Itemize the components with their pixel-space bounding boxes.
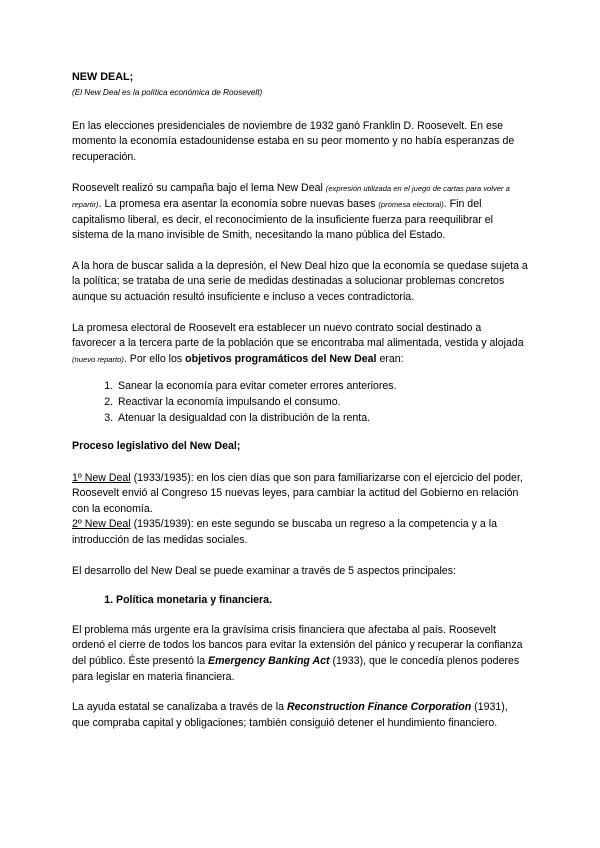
paragraph-aspects: El desarrollo del New Deal se puede examinar a través de 5 aspectos principales: [72,564,456,577]
paragraph-campaign [72,181,528,243]
document-title: NEW DEAL; [72,71,134,83]
text-span: (1935/1939): en este segundo se buscaba un regreso a la competencia y a la introducción de las medidas sociales. [72,518,497,547]
paragraph-second-new-deal [72,517,528,548]
paragraph-first-new-deal [72,471,528,518]
text-span: (1931), que compraba capital y obligaciones; también consiguió detener el hundimiento financiero. [72,701,508,729]
note-promise: (promesa electoral) [378,199,444,209]
section-heading-legislative: Proceso legislativo del New Deal; [72,440,241,453]
first-new-deal-label: 1º New Deal [72,471,131,484]
reconstruction-finance-corporation: Reconstruction Finance Corporation [286,701,472,714]
objectives-list [72,379,528,426]
paragraph-elections: En las elecciones presidenciales de noviembre de 1932 ganó Franklin D. Roosevelt. En ese momento la economía estadounidense estaba en su peor momento y no había esperanzas de recuperación. [72,119,515,163]
text-span: (1933), que le concedía plenos poderes para legislar en materia financiera. [72,655,520,683]
paragraph-depression: A la hora de buscar salida a la depresión, el New Deal hizo que la economía se quedase sujeta a la política; se trataba de una serie de medidas destinadas a solucionar problemas concretos aunque su actuación resultó insuficiente e incluso a veces contradictoria. [72,259,528,303]
text-span: Roosevelt realizó su campaña bajo el lema New Deal [72,182,326,195]
text-span: . Por ello los [123,352,186,365]
note-new-deal: (nuevo reparto) [72,354,124,364]
sections-list [72,593,528,609]
emergency-banking-act: Emergency Banking Act [208,655,330,668]
section-heading-monetary: 1. Política monetaria y financiera. [116,593,528,609]
objectives-bold: objetivos programáticos del New Deal [185,352,377,365]
text-span: . Fin del capitalismo liberal, es decir, el reconocimiento de la insuficiente fuerza para reequilibrar el sistema de la mano invisible de Smith, necesitando la mano pública del Estado. [72,197,494,242]
list-item: 2. Reactivar la economía impulsando el consumo. [116,395,528,411]
paragraph-financial-crisis [72,623,528,685]
paragraph-promise [72,321,528,368]
second-new-deal-label: 2º New Deal [72,518,131,531]
list-item: 1. Sanear la economía para evitar cometer errores anteriores. [116,379,528,395]
list-item: 3. Atenuar la desigualdad con la distribución de la renta. [116,411,528,427]
text-span: La ayuda estatal se canalizaba a través de la [72,701,287,714]
text-span: La promesa electoral de Roosevelt era establecer un nuevo contrato social destinado a favorecer a la tercera parte de la población que se encontraba mal alimentada, vestida y alojada [72,321,524,350]
document-subtitle: (El New Deal es la política económica de Roosevelt) [72,87,263,97]
text-span: El problema más urgente era la gravísima crisis financiera que afectaba al país. Roosevelt ordenó el cierre de todos los bancos para evitar la extensión del pánico y recuperar la confianza del público. Éste presentó la [72,623,523,668]
note-cards: (expresión utilizada en el juego de cartas para volver a repartir) [72,184,510,209]
text-span: (1933/1935): en los cien días que son para familiarizarse con el ejercicio del poder, Roosevelt envió al Congreso 15 nuevas leyes, para cambiar la actitud del Gobierno en relación con la economía. [72,471,523,515]
text-span: eran: [376,352,404,365]
text-span: . La promesa era asentar la economía sobre nuevas bases [98,197,379,210]
paragraph-reconstruction [72,700,528,731]
